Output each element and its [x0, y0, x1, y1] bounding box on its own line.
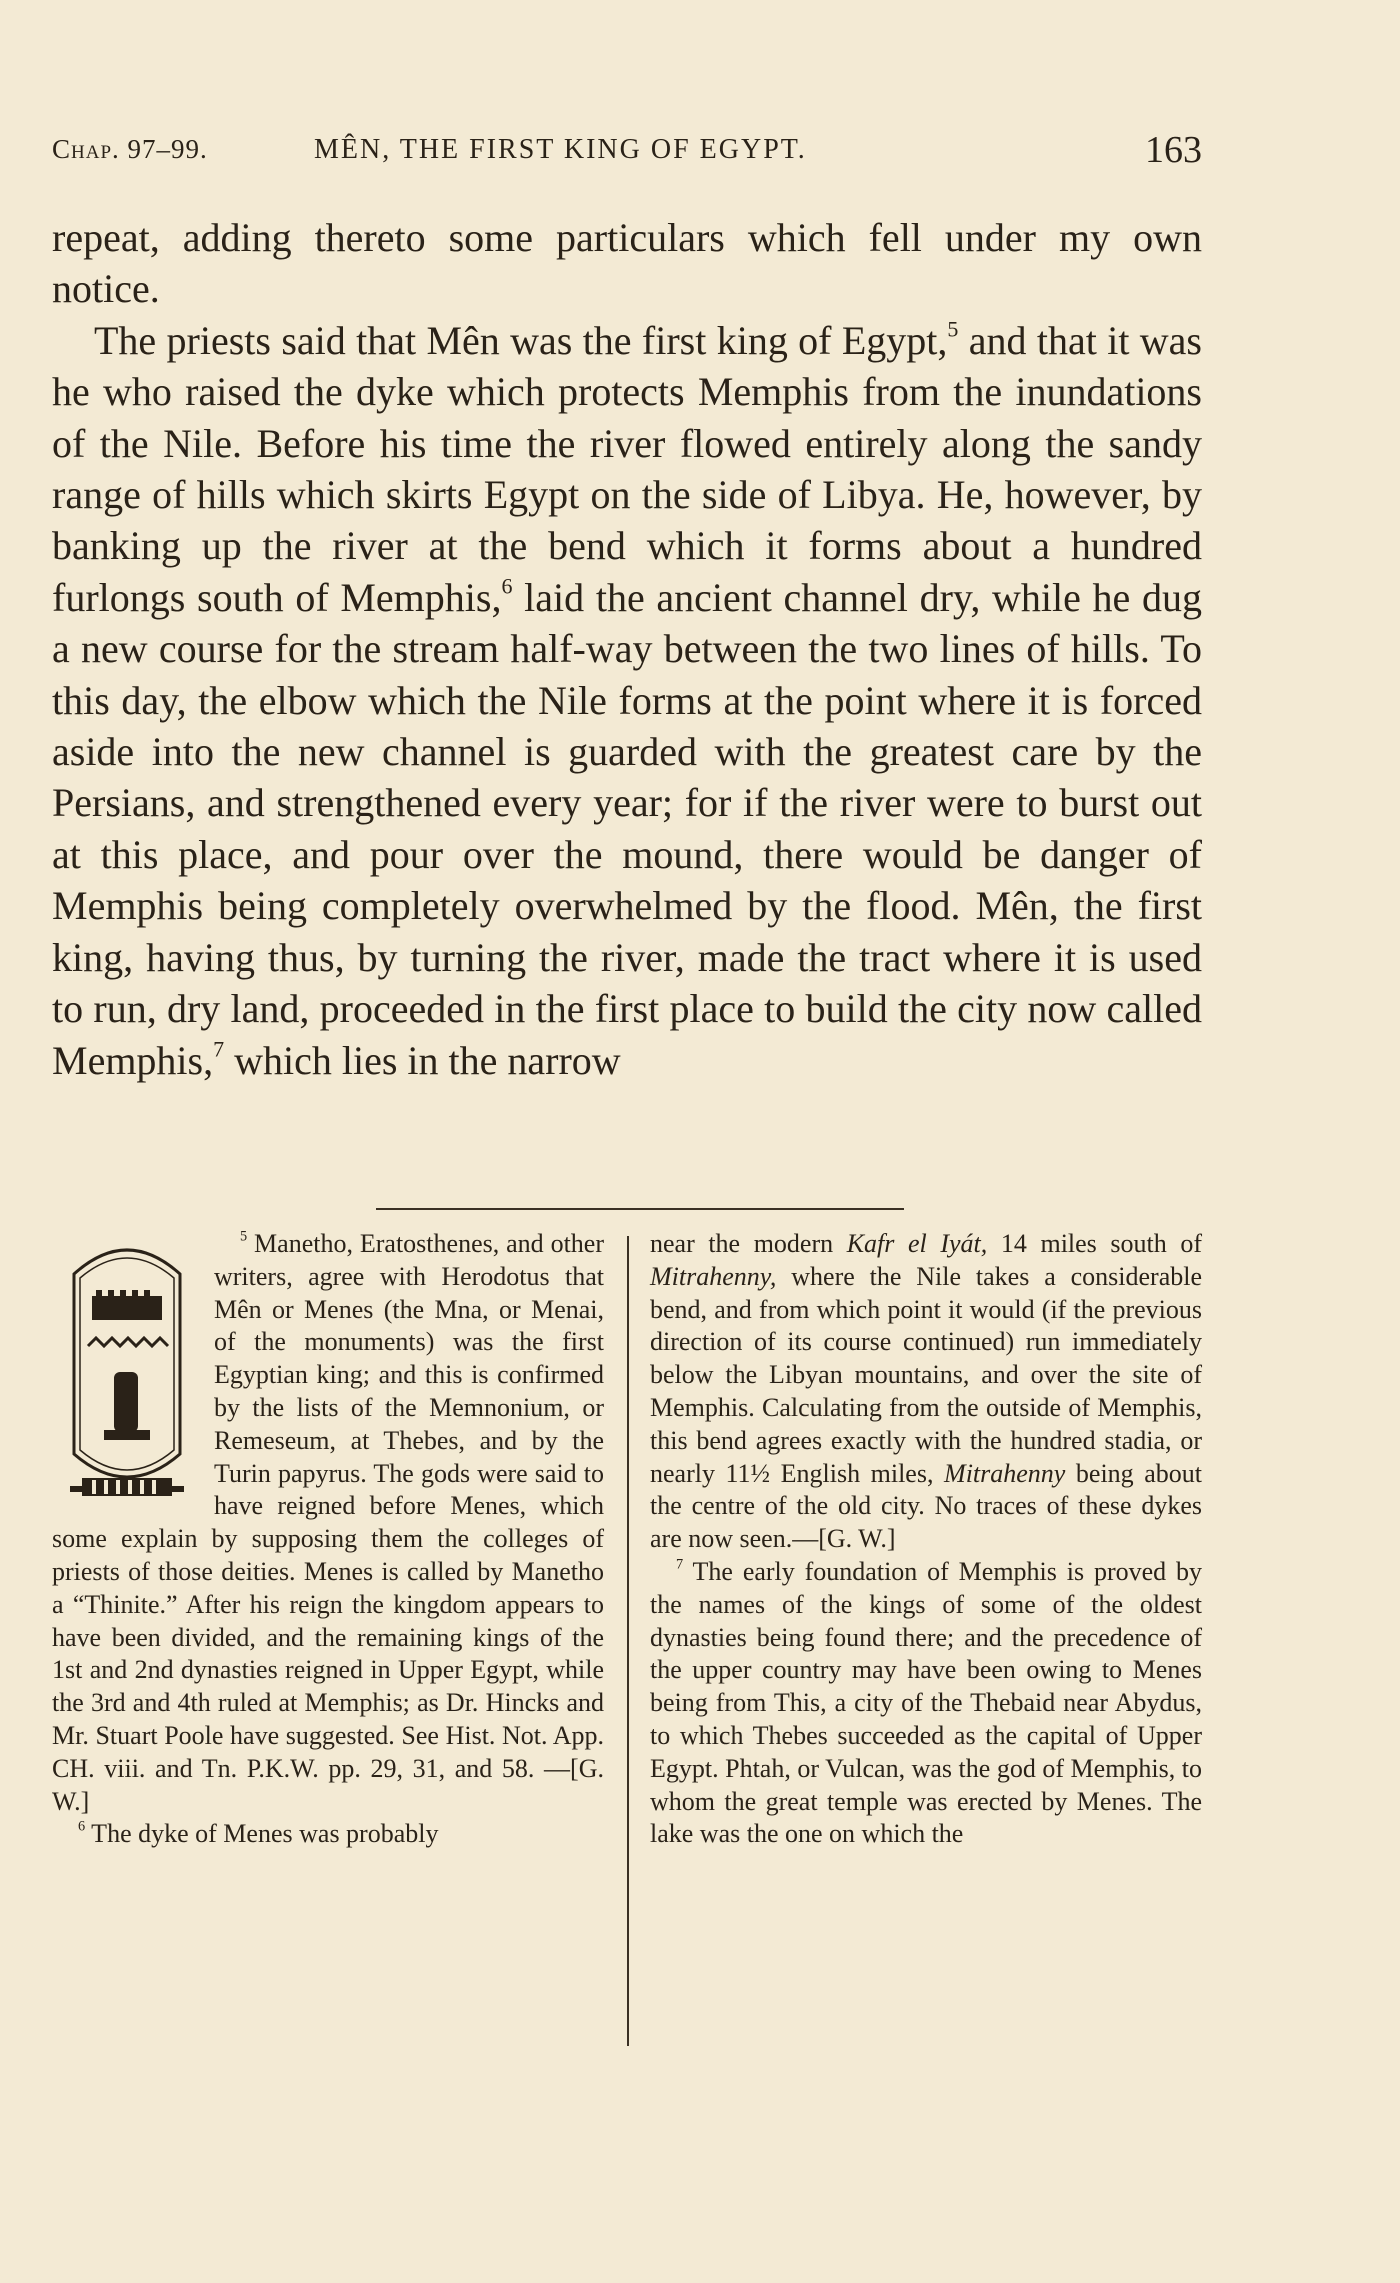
footnote-text: Manetho, Eratosthenes, and other writers, agree with Herodotus that Mên or Menes (the Mna, or Menai, of the monuments) was the first Egyptian king; and this is confirmed by the lists of the Memnonium, or Remeseum, at Thebes, and by the Turin papyrus. The gods were said to have reigned before Menes, which some explain by supposing them the colleges of priests of those deities. Menes is called by Manetho a “Thinite.” After his reign the kingdom appears to have been divided, and the remaining kings of the 1st and 2nd dynasties reigned in Upper Egypt, while the 3rd and 4th ruled at Memphis; as Dr. Hincks and Mr. Stuart Poole have suggested. See Hist. Not. App. CH. viii. and Tn. P.K.W. pp. 29, 31, and 58. —[G. W.]	[52, 1229, 604, 1816]
footnote-separator	[376, 1208, 904, 1210]
running-title: MÊN, THE FIRST KING OF EGYPT.	[314, 134, 807, 165]
column-divider	[627, 1236, 629, 2046]
footnote-column-right	[650, 1228, 1202, 1851]
paragraph-continued: repeat, adding thereto some particulars which fell under my own notice.	[52, 215, 1202, 312]
place-name: Mitrahenny,	[650, 1261, 777, 1291]
place-name: Kafr el Iyát,	[846, 1229, 988, 1258]
text-run: where the Nile takes a considerable bend, and from which point it would (if the previous direction of its course continued) run immediately below the Libyan mountains, and over the site of Memphis. Calculating from the outside of Memphis, this bend agrees exactly with the hundred stadia, or nearly 11½ English miles,	[650, 1261, 1202, 1488]
main-text	[52, 212, 1202, 1086]
text-run: and that it was he who raised the dyke which protects Memphis from the inundations of the Nile. Before his time the river flowed entirely along the sandy range of hills which skirts Egypt on the side of Libya. He, however, by banking up the river at the bend which it forms about a hundred furlongs south of Memphis,	[52, 317, 1202, 620]
footnote-ref-5[interactable]: 5	[947, 316, 959, 342]
text-run: The priests said that Mên was the first king of Egypt,	[94, 317, 948, 363]
footnote-5	[52, 1228, 604, 1818]
chapter-reference: Chap. 97–99.	[52, 134, 208, 164]
footnote-marker: 5	[240, 1228, 248, 1245]
cartouche-of-menes-illustration	[52, 1234, 202, 1502]
footnote-marker: 7	[676, 1556, 684, 1573]
text-run: near the modern	[650, 1229, 847, 1258]
footnote-6-start	[52, 1818, 604, 1851]
place-name: Mitrahenny	[944, 1458, 1066, 1488]
footnote-text: The dyke of Menes was probably	[85, 1819, 439, 1849]
footnote-ref-7[interactable]: 7	[213, 1035, 225, 1061]
footnote-7	[650, 1556, 1202, 1851]
running-header	[52, 128, 1202, 176]
page-number: 163	[1145, 129, 1202, 171]
footnote-text: The early foundation of Memphis is proved by the names of the kings of some of the oldest dynasties being found there; and the precedence of the upper country may have been owing to Menes being from This, a city of the Thebaid near Abydus, to which Thebes succeeded as the capital of Upper Egypt. Phtah, or Vulcan, was the god of Memphis, to whom the great temple was erected by Menes. The lake was the one on which the	[650, 1556, 1202, 1849]
text-run: being about the centre of the old city. No traces of these dykes are now seen.—[G. W.]	[650, 1458, 1202, 1554]
footnote-6-continued	[650, 1228, 1202, 1556]
text-run: which lies in the narrow	[224, 1037, 621, 1083]
footnotes	[52, 1228, 1202, 2058]
text-run: laid the ancient channel dry, while he dug a new course for the stream half-way between the two lines of hills. To this day, the elbow which the Nile forms at the point where it is forced aside into the new channel is guarded with the greatest care by the Persians, and strengthened every year; for if the river were to burst out at this place, and pour over the mound, there would be danger of Memphis being completely overwhelmed by the flood. Mên, the first king, having thus, by turning the river, made the tract where it is used to run, dry land, proceeded in the first place to build the city now called Memphis,	[52, 574, 1202, 1083]
text-run: 14 miles south of	[987, 1229, 1202, 1258]
footnote-ref-6[interactable]: 6	[501, 573, 513, 599]
paragraph-men	[52, 315, 1202, 1086]
footnote-column-left	[52, 1228, 604, 1851]
footnote-marker: 6	[78, 1818, 86, 1835]
